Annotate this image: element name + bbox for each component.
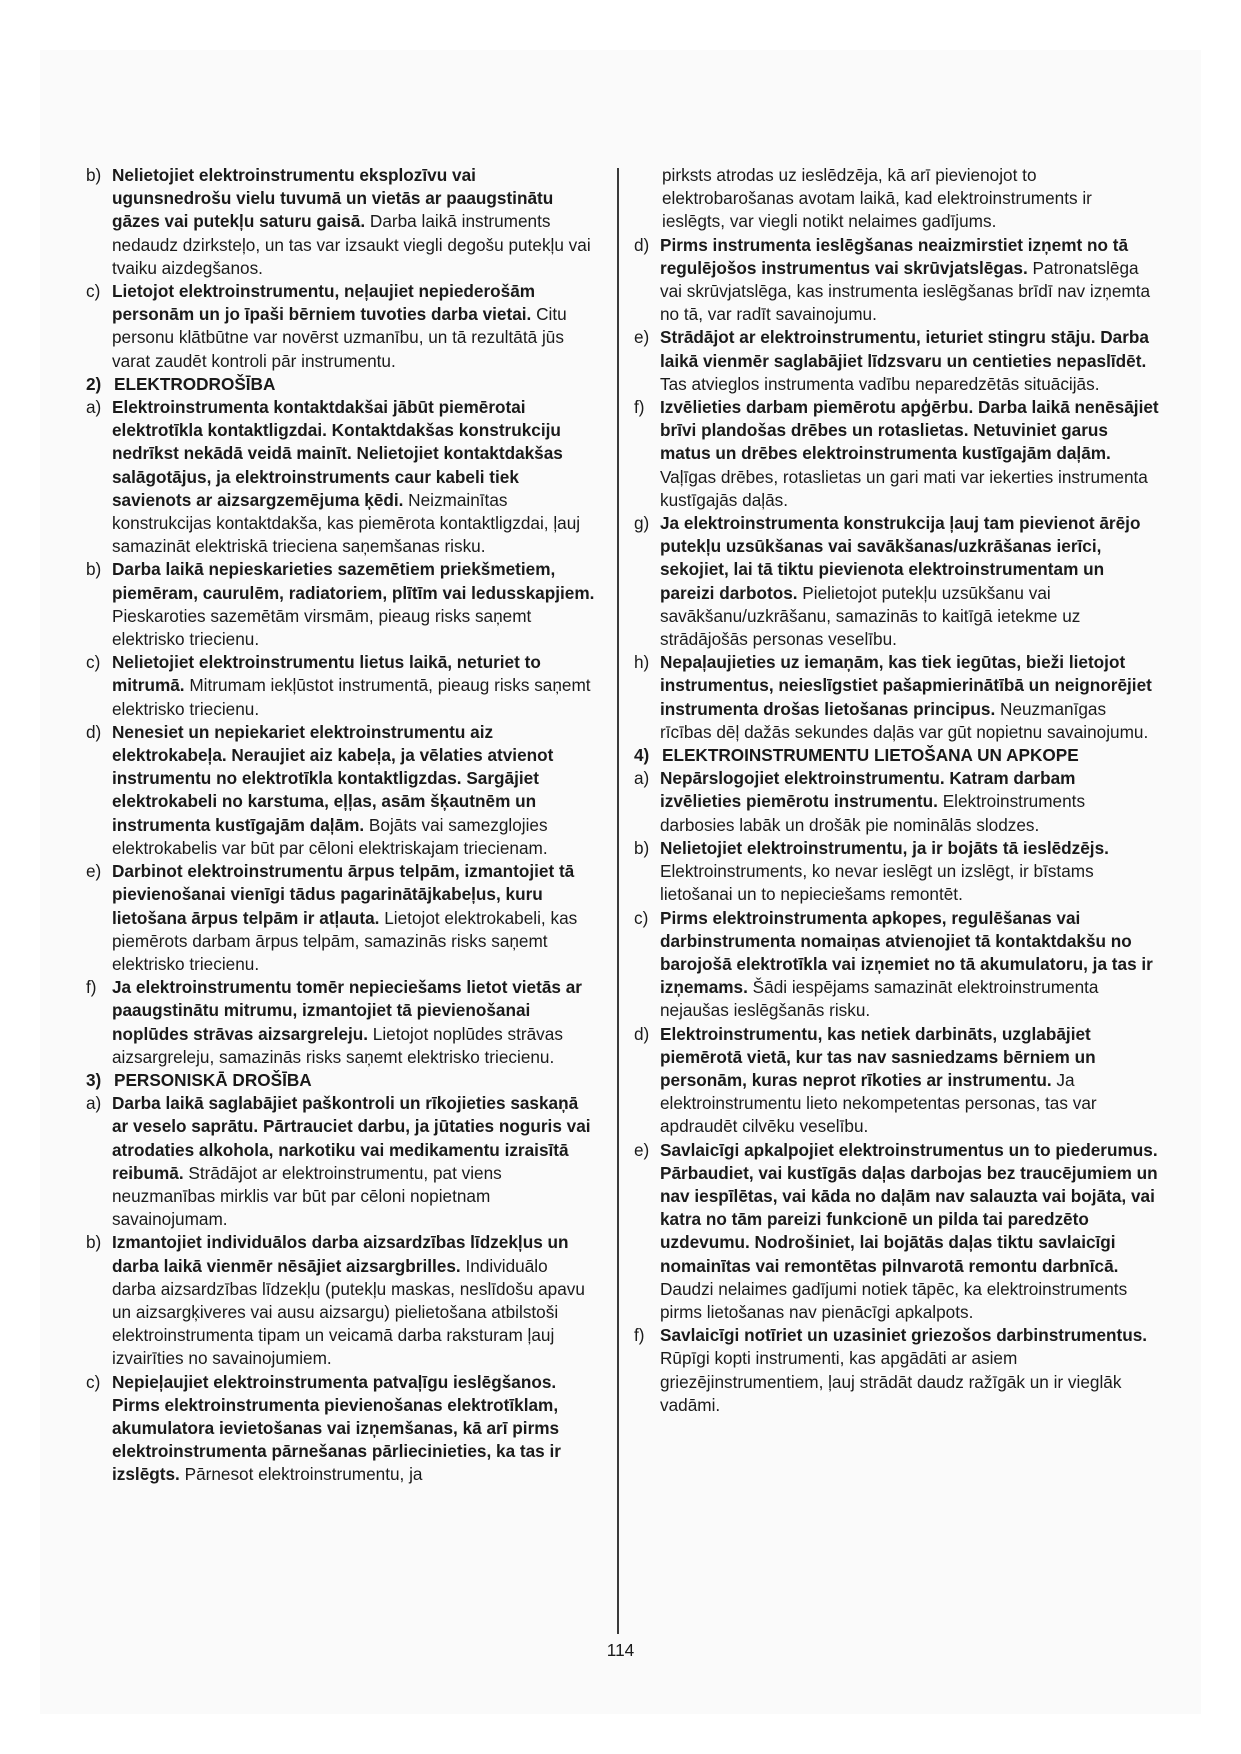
list-item <box>86 164 596 280</box>
list-item <box>86 651 596 721</box>
instruction-text: Individuālo darba aizsardzības līdzekļu (putekļu maskas, neslīdošu apavu un aizsargķiveres vai ausu aizsargu) pielietošana atbilstoši elektroinstrumenta tipam un veicamā darba raksturam ļauj izvairīties no savainojumiem. <box>112 1255 585 1369</box>
list-marker: e) <box>634 1139 650 1160</box>
instruction-bold: Ja elektroinstrumentu tomēr nepieciešams lietot vietās ar paaugstinātu mitrumu, izmantojiet tā pievienošanai noplūdes strāvas aizsargreleju. <box>112 977 582 1044</box>
instruction-bold: Nelietojiet elektroinstrumentu lietus laikā, neturiet to mitrumā. <box>112 652 541 696</box>
list-marker: b) <box>86 165 102 185</box>
instruction-text: Pārnesot elektroinstrumentu, ja <box>179 1464 423 1485</box>
instruction-bold: Nenesiet un nepiekariet elektroinstrumentu aiz elektrokabeļa. Neraujiet aiz kabeļa, ja vēlaties atvienot instrumentu no elektrotīkla kontaktligzdas. Sargājiet elektrokabeli no karstuma, eļļas, asām šķautnēm un instrumenta kustīgajām daļām. <box>112 721 554 835</box>
instruction-text: Šādi iespējams samazināt elektroinstrumenta nejaušas ieslēgšanās risku. <box>660 977 1099 1021</box>
instruction-bold: Strādājot ar elektroinstrumentu, ieturiet stingru stāju. Darba laikā vienmēr saglabājiet līdzsvaru un centieties nepaslīdēt. <box>660 327 1149 371</box>
list-marker: e) <box>86 861 102 882</box>
list-marker: c) <box>86 1371 101 1392</box>
instruction-text: Rūpīgi kopti instrumenti, kas apgādāti ar asiem griezējinstrumentiem, ļauj strādāt daudz ražīgāk un ir vieglāk vadāmi. <box>660 1348 1122 1415</box>
instruction-bold: Lietojot elektroinstrumentu, neļaujiet nepiederošām personām un jo īpaši bērniem tuvoties darba vietai. <box>112 281 536 325</box>
list-marker: h) <box>634 652 650 673</box>
page-number: 114 <box>606 1640 635 1660</box>
list-item <box>86 976 596 1069</box>
instruction-bold: Nepaļaujieties uz iemaņām, kas tiek iegūtas, bieži lietojot instrumentus, neieslīgstiet pašapmierinātībā un neignorējiet instrumenta drošas lietošanas principus. <box>660 652 1152 719</box>
instruction-text: pirksts atrodas uz ieslēdzēja, kā arī pievienojot to elektrobarošanas avotam laikā, kad elektroinstruments ir ieslēgts, var viegli notikt nelaimes gadījums. <box>662 165 1092 232</box>
instruction-text: Daudzi nelaimes gadījumi notiek tāpēc, ka elektroinstruments pirms lietošanas nav pienācīgi apkalpots. <box>660 1278 1128 1322</box>
instruction-text: Elektroinstruments, ko nevar ieslēgt un izslēgt, ir bīstams lietošanai un to nepieciešams remontēt. <box>660 861 1094 905</box>
list-marker: a) <box>86 1093 102 1114</box>
section-title: PERSONISKĀ DROŠĪBA <box>114 1069 312 1090</box>
section-number: 4) <box>634 745 650 766</box>
instruction-bold: Ja elektroinstrumenta konstrukcija ļauj tam pievienot ārējo putekļu uzsūkšanas vai savākšanas/uzkrāšanas ierīci, sekojiet, lai tā tiktu pievienota elektroinstrumentam un pareizi darbotos. <box>660 513 1141 603</box>
list-item <box>634 396 1159 512</box>
instruction-bold: Darba laikā nepieskarieties sazemētiem priekšmetiem, piemēram, caurulēm, radiatoriem, plītīm vai ledusskapjiem. <box>112 559 595 603</box>
list-marker: d) <box>86 721 102 742</box>
instruction-text: Lietojot noplūdes strāvas aizsargreleju, samazinās risks saņemt elektrisko triecienu. <box>112 1023 563 1067</box>
list-item <box>86 721 596 860</box>
instruction-text: Elektroinstruments darbosies labāk un drošāk pie nominālās slodzes. <box>660 791 1086 835</box>
list-item <box>86 280 596 373</box>
section-title: ELEKTRODROŠĪBA <box>114 373 276 394</box>
list-marker: g) <box>634 513 650 534</box>
instruction-text: Bojāts vai samezglojies elektrokabelis var būt par cēloni elektriskajam triecienam. <box>112 814 548 858</box>
section-heading <box>634 744 1159 767</box>
instruction-text: Neuzmanīgas rīcības dēļ dažās sekundes daļās var gūt nopietnu savainojumu. <box>660 698 1149 742</box>
list-item <box>634 326 1159 396</box>
instruction-text: Pieskaroties sazemētām virsmām, pieaug risks saņemt elektrisko triecienu. <box>112 605 532 650</box>
instruction-text: Ja elektroinstrumentu lieto nekompetentas personas, tas var apdraudēt cilvēku veselību. <box>660 1069 1097 1137</box>
list-item <box>86 860 596 976</box>
instruction-text: Vaļīgas drēbes, rotaslietas un gari mati var iekerties instrumenta kustīgajās daļās. <box>660 466 1148 510</box>
list-marker: c) <box>86 652 101 673</box>
list-marker: f) <box>634 397 645 418</box>
list-item <box>634 767 1159 837</box>
list-marker: f) <box>634 1325 645 1346</box>
instruction-bold: Nelietojiet elektroinstrumentu eksplozīvu vai ugunsnedrošu vielu tuvumā un vietās ar paaugstinātu gāzes vai putekļu saturu gaisā. <box>112 165 554 232</box>
section-heading <box>86 373 596 396</box>
instruction-text: Strādājot ar elektroinstrumentu, pat viens neuzmanības mirklis var būt par cēloni nopietnam savainojumam. <box>112 1162 502 1230</box>
section-title: ELEKTROINSTRUMENTU LIETOŠANA UN APKOPE <box>662 745 1079 766</box>
list-marker: b) <box>86 559 102 580</box>
list-marker: b) <box>86 1232 102 1253</box>
instruction-text: Patronatslēga vai skrūvjatslēga, kas instrumenta ieslēgšanas brīdī nav izņemta no tā, var radīt savainojumu. <box>660 257 1151 325</box>
list-item <box>634 234 1159 327</box>
instruction-bold: Darbinot elektroinstrumentu ārpus telpām, izmantojiet tā pievienošanai vienīgi tādus pagarinātājkabeļus, kuru lietošana ārpus telpām ir atļauta. <box>112 861 575 928</box>
section-number: 3) <box>86 1069 102 1090</box>
list-item-continuation <box>634 164 1159 234</box>
section-number: 2) <box>86 373 102 394</box>
instruction-bold: Nelietojiet elektroinstrumentu, ja ir bojāts tā ieslēdzējs. <box>660 837 1109 858</box>
section-heading <box>86 1069 596 1092</box>
instruction-text: Darba laikā instruments nedaudz dzirksteļo, un tas var izsaukt viegli degošu putekļu vai tvaiku aizdegšanos. <box>112 211 591 278</box>
list-item <box>86 1231 596 1370</box>
instruction-bold: Pirms elektroinstrumenta apkopes, regulēšanas vai darbinstrumenta nomaiņas atvienojiet tā kontaktdakšu no barojošā elektrotīkla vai izņemiet no tā akumulatoru, ja tas ir izņemams. <box>660 907 1153 998</box>
left-column <box>86 164 596 1487</box>
instruction-bold: Nepārslogojiet elektroinstrumentu. Katram darbam izvēlieties piemērotu instrumentu. <box>660 768 1076 812</box>
list-item <box>634 837 1159 907</box>
list-item <box>86 1371 596 1487</box>
list-marker: a) <box>86 397 102 418</box>
column-divider <box>617 168 619 1634</box>
instruction-bold: Elektroinstrumenta kontaktdakšai jābūt piemērotai elektrotīkla kontaktligzdai. Kontaktdakšas konstrukciju nedrīkst nekādā veidā mainīt. Nelietojiet kontaktdakšas salāgotājus, ja elektroinstruments caur kabeli tiek savienots ar aizsargzemējuma ķēdi. <box>112 397 563 510</box>
list-marker: f) <box>86 977 97 998</box>
instruction-bold: Savlaicīgi apkalpojiet elektroinstrumentus un to piederumus. Pārbaudiet, vai kustīgās daļas darbojas bez traucējumiem un nav iespīlētas, vai kāda no daļām nav salauzta vai bojāta, vai katra no tām pareizi funkcionē un pilda tai paredzēto uzdevumu. Nodrošiniet, lai bojātās daļas tiktu savlaicīgi nomainītas vai remontētas pilnvarotā remontu darbnīcā. <box>660 1139 1158 1276</box>
list-item <box>86 558 596 651</box>
list-marker: d) <box>634 234 650 255</box>
list-marker: b) <box>634 837 650 858</box>
instruction-text: Citu personu klātbūtne var novērst uzmanību, un tā rezultātā jūs varat zaudēt kontroli pār instrumentu. <box>112 304 567 371</box>
list-item <box>634 1023 1159 1139</box>
list-item <box>634 651 1159 744</box>
list-marker: c) <box>634 907 649 928</box>
list-marker: d) <box>634 1023 650 1044</box>
instruction-bold: Savlaicīgi notīriet un uzasiniet griezošos darbinstrumentus. <box>660 1325 1148 1346</box>
list-item <box>634 1139 1159 1325</box>
list-item <box>634 1324 1159 1417</box>
list-marker: c) <box>86 281 101 302</box>
right-column <box>634 164 1159 1417</box>
list-marker: a) <box>634 768 650 789</box>
instruction-text: Lietojot elektrokabeli, kas piemērots darbam ārpus telpām, samazinās risks saņemt elektrisko triecienu. <box>112 907 578 974</box>
list-marker: e) <box>634 327 650 348</box>
instruction-bold: Izmantojiet individuālos darba aizsardzības līdzekļus un darba laikā vienmēr nēsājiet aizsargbrilles. <box>112 1232 569 1276</box>
instruction-bold: Darba laikā saglabājiet paškontroli un rīkojieties saskaņā ar veselo saprātu. Pārtrauciet darbu, ja jūtaties noguris vai atrodaties alkohola, narkotiku vai medikamentu izraisītā reibumā. <box>112 1093 591 1183</box>
list-item <box>86 396 596 558</box>
instruction-text: Pielietojot putekļu uzsūkšanu vai savākšanu/uzkrāšanu, samazinās to kaitīgā ietekme uz strādājošās personas veselību. <box>660 582 1081 650</box>
instruction-text: Neizmainītas konstrukcijas kontaktdakša, kas piemērota kontaktligzdai, ļauj samazināt elektriskā trieciena saņemšanas risku. <box>112 489 581 557</box>
instruction-bold: Pirms instrumenta ieslēgšanas neaizmirstiet izņemt no tā regulējošos instrumentus vai skrūvjatslēgas. <box>660 234 1129 278</box>
list-item <box>634 907 1159 1023</box>
list-item <box>86 1092 596 1231</box>
list-item <box>634 512 1159 651</box>
instruction-bold: Izvēlieties darbam piemērotu apģērbu. Darba laikā nenēsājiet brīvi plandošas drēbes un rotaslietas. Netuviniet garus matus un drēbes elektroinstrumenta kustīgajām daļām. <box>660 397 1159 464</box>
instruction-text: Mitrumam iekļūstot instrumentā, pieaug risks saņemt elektrisko triecienu. <box>112 675 591 719</box>
instruction-text: Tas atvieglos instrumenta vadību neparedzētās situācijās. <box>660 373 1100 394</box>
instruction-bold: Elektroinstrumentu, kas netiek darbināts, uzglabājiet piemērotā vietā, kur tas nav sasniedzams bērniem un personām, kuras neprot rīkoties ar instrumentu. <box>660 1023 1096 1090</box>
instruction-bold: Nepieļaujiet elektroinstrumenta patvaļīgu ieslēgšanos. Pirms elektroinstrumenta pievienošanas elektrotīklam, akumulatora ievietošanas vai izņemšanas, kā arī pirms elektroinstrumenta pārnešanas pārliecinieties, ka tas ir izslēgts. <box>112 1371 561 1485</box>
